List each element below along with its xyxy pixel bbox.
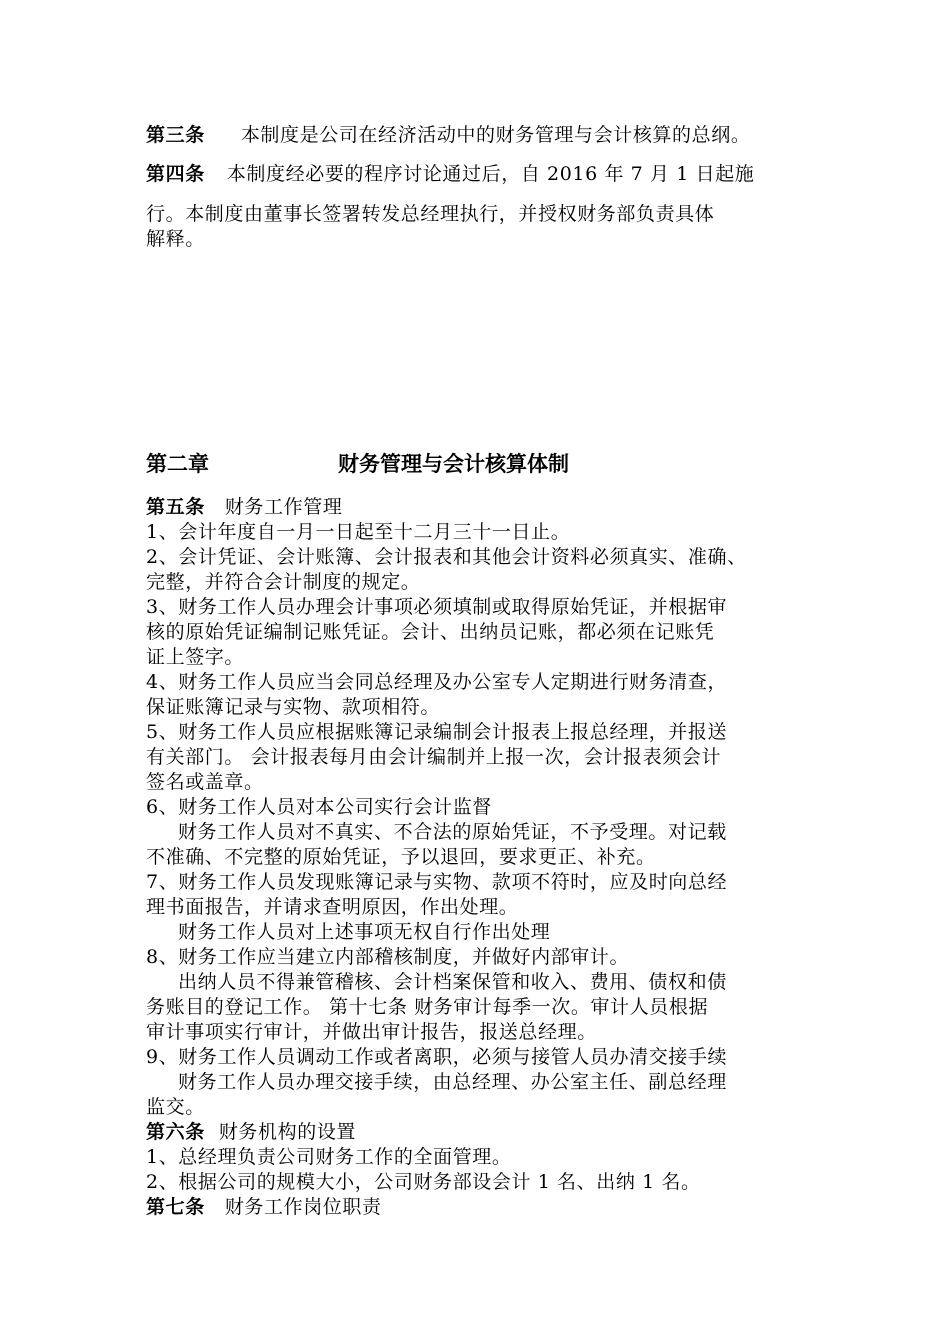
article-7-label: 第七条 — [146, 1196, 205, 1218]
article-5-line: 保证账簿记录与实物、款项相符。 — [146, 696, 441, 718]
article-5-label: 第五条 — [146, 496, 205, 518]
article-5-line: 2、会计凭证、会计账簿、会计报表和其他会计资料必须真实、准确、 — [146, 546, 747, 568]
article-5-title: 财务工作管理 — [224, 496, 343, 518]
article-6-line: 1、总经理负责公司财务工作的全面管理。 — [146, 1146, 512, 1168]
article-5-heading — [146, 494, 342, 520]
article-3 — [146, 122, 750, 148]
article-5-line: 监交。 — [146, 1096, 205, 1118]
article-5-line: 完整，并符合会计制度的规定。 — [146, 571, 421, 593]
article-3-label: 第三条 — [146, 124, 205, 146]
article-5-line: 6、财务工作人员对本公司实行会计监督 — [146, 796, 492, 818]
article-5-line: 财务工作人员对不真实、不合法的原始凭证，不予受理。对记载 — [178, 821, 727, 843]
article-5-line: 9、财务工作人员调动工作或者离职，必须与接管人员办清交接手续 — [146, 1046, 728, 1068]
article-4-text-1: 本制度经必要的程序讨论通过后，自 2016 年 7 月 1 日起施 — [226, 163, 755, 185]
article-6-title: 财务机构的设置 — [218, 1121, 357, 1143]
article-3-text: 本制度是公司在经济活动中的财务管理与会计核算的总纲。 — [240, 124, 751, 146]
article-6-heading — [146, 1119, 356, 1145]
article-5-line: 3、财务工作人员办理会计事项必须填制或取得原始凭证，并根据审 — [146, 596, 728, 618]
article-5-line: 有关部门。 会计报表每月由会计编制并上报一次，会计报表须会计 — [146, 746, 722, 768]
chapter-2-title: 财务管理与会计核算体制 — [338, 451, 569, 476]
chapter-2-heading — [146, 448, 569, 478]
article-5-line: 财务工作人员对上述事项无权自行作出处理 — [178, 921, 551, 943]
article-5-line: 审计事项实行审计，并做出审计报告，报送总经理。 — [146, 1021, 597, 1043]
article-6-line: 2、根据公司的规模大小，公司财务部设会计 1 名、出纳 1 名。 — [146, 1171, 701, 1193]
article-4-label: 第四条 — [146, 163, 205, 185]
article-4-line-3: 解释。 — [146, 228, 205, 250]
article-5-line: 7、财务工作人员发现账簿记录与实物、款项不符时，应及时向总经 — [146, 871, 728, 893]
article-5-line: 1、会计年度自一月一日起至十二月三十一日止。 — [146, 521, 571, 543]
article-7-title: 财务工作岗位职责 — [224, 1196, 382, 1218]
article-5-line: 财务工作人员办理交接手续，由总经理、办公室主任、副总经理 — [178, 1071, 727, 1093]
article-5-line: 出纳人员不得兼管稽核、会计档案保管和收入、费用、债权和债 — [178, 971, 727, 993]
article-5-line: 理书面报告，并请求查明原因，作出处理。 — [146, 896, 519, 918]
article-5-line: 5、财务工作人员应根据账簿记录编制会计报表上报总经理，并报送 — [146, 721, 728, 743]
article-5-line: 4、财务工作人员应当会同总经理及办公室专人定期进行财务清查， — [146, 671, 728, 693]
article-4-line-2: 行。本制度由董事长签署转发总经理执行，并授权财务部负责具体 — [146, 203, 715, 225]
article-5-line: 8、财务工作应当建立内部稽核制度，并做好内部审计。 — [146, 946, 630, 968]
article-6-label: 第六条 — [146, 1121, 205, 1143]
article-5-line: 签名或盖章。 — [146, 771, 264, 793]
article-5-line: 不准确、不完整的原始凭证，予以退回，要求更正、补充。 — [146, 846, 656, 868]
article-7-heading — [146, 1194, 382, 1220]
article-5-line: 核的原始凭证编制记账凭证。会计、出纳员记账，都必须在记账凭 — [146, 621, 715, 643]
article-5-line: 证上签字。 — [146, 646, 245, 668]
chapter-2-label: 第二章 — [146, 451, 209, 476]
article-5-line: 务账目的登记工作。 第十七条 财务审计每季一次。审计人员根据 — [146, 996, 709, 1018]
article-4-line-1 — [146, 161, 754, 187]
